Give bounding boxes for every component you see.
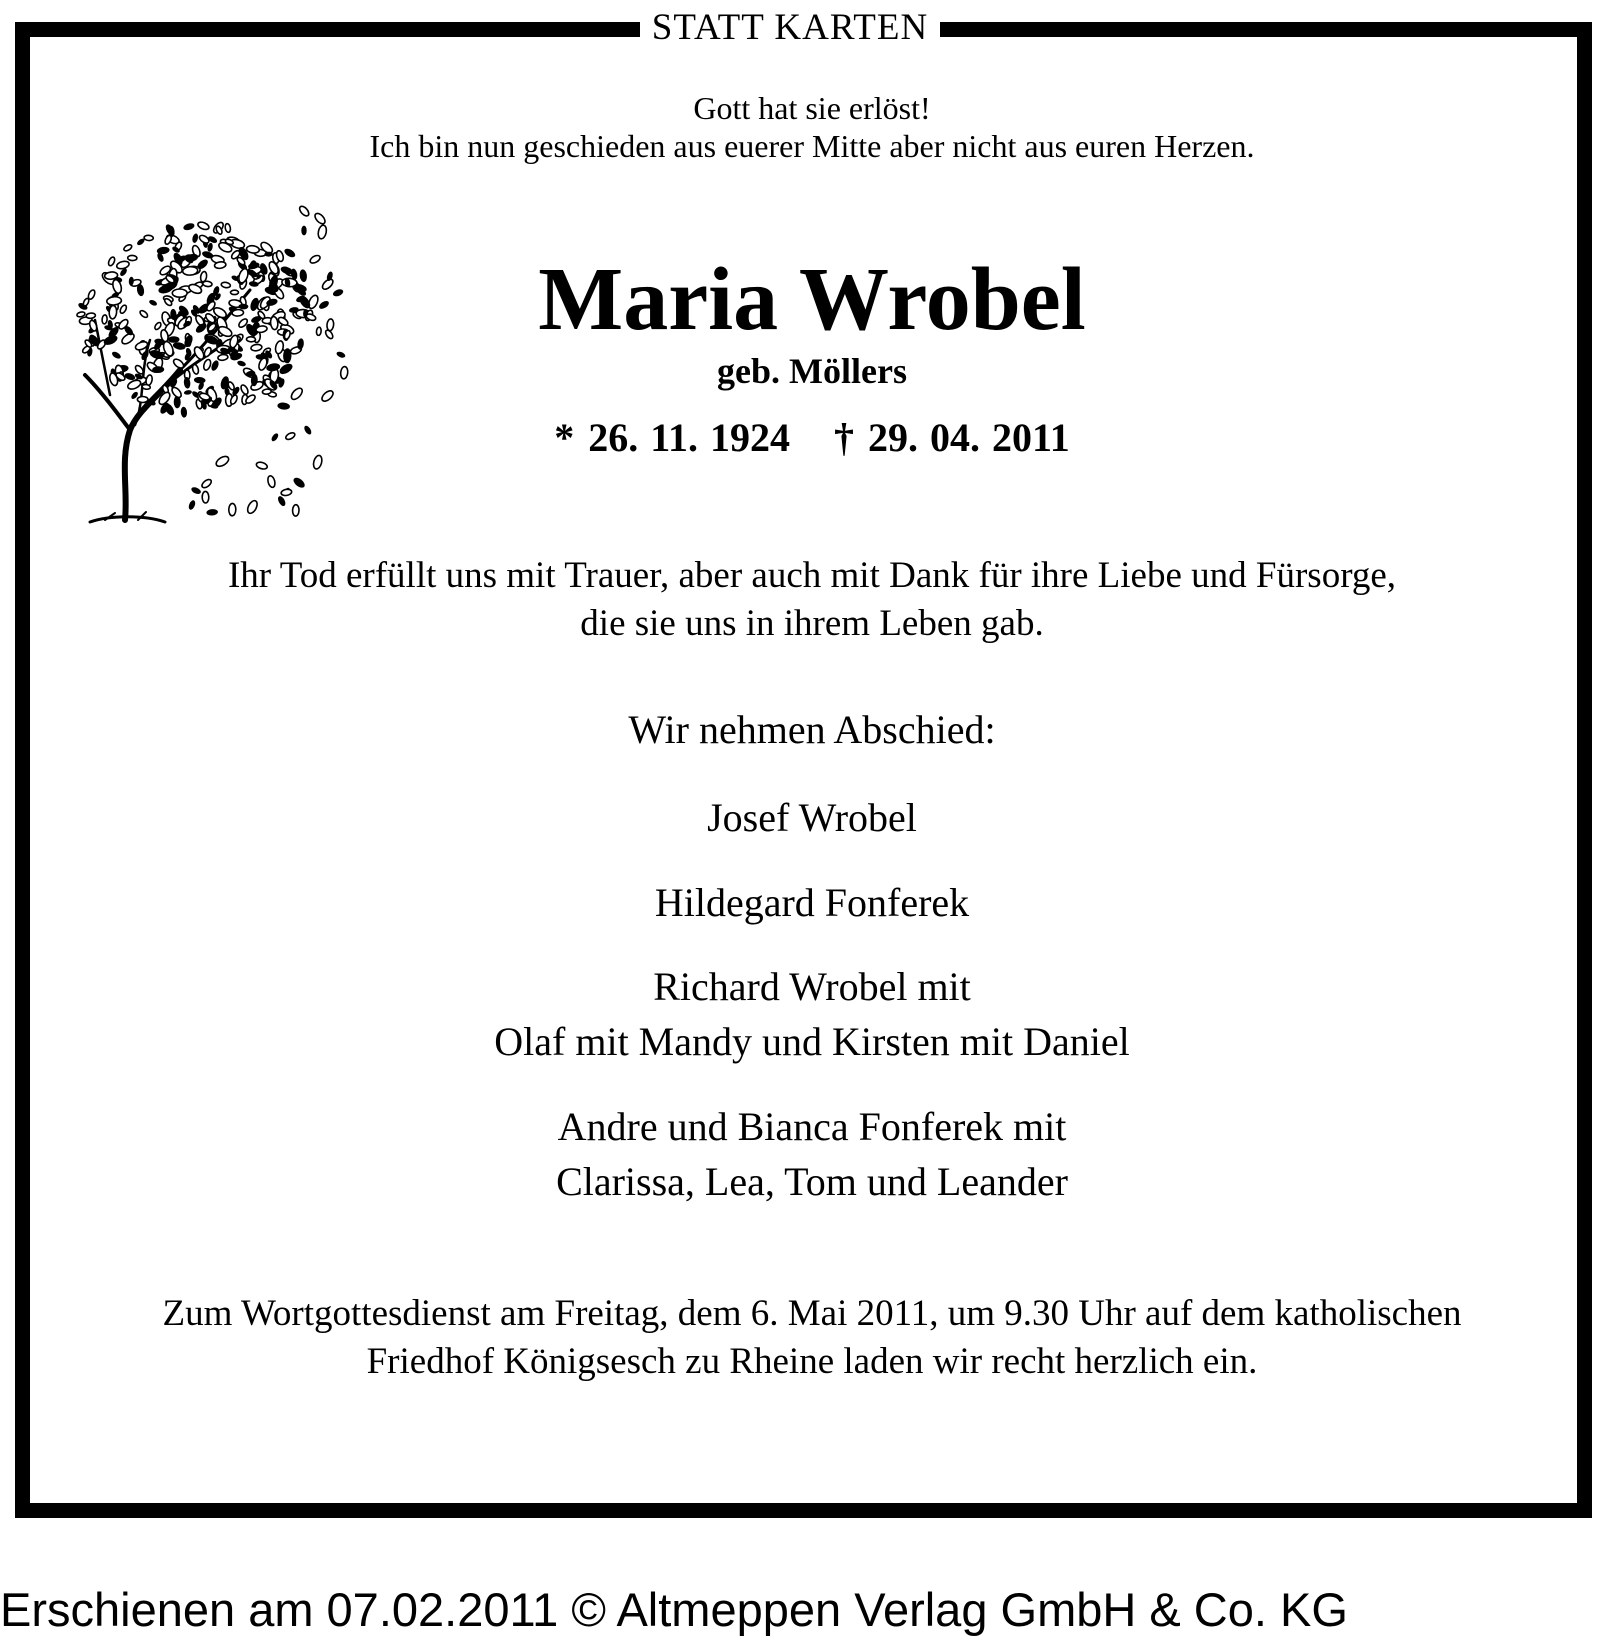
mourner-entry (0, 959, 1624, 1069)
deceased-name: Maria Wrobel (538, 250, 1086, 349)
birth-star-icon: * (554, 415, 575, 460)
service-line-1: Zum Wortgottesdienst am Freitag, dem 6. Mai 2011, um 9.30 Uhr auf dem katholischen (162, 1293, 1462, 1334)
farewell-heading: Wir nehmen Abschied: (628, 707, 996, 752)
service-announcement (0, 1290, 1624, 1386)
mourner-line: Richard Wrobel mit (653, 964, 971, 1009)
publication-footer: Erschienen am 07.02.2011 © Altmeppen Verlag GmbH & Co. KG (0, 1583, 1348, 1636)
message-line-1: Ihr Tod erfüllt uns mit Trauer, aber auch mit Dank für ihre Liebe und Fürsorge, (227, 555, 1397, 596)
mourner-line: Olaf mit Mandy und Kirsten mit Daniel (494, 1019, 1130, 1064)
mourning-message (0, 552, 1624, 648)
mourner-entry (0, 1099, 1624, 1209)
death-date: 29. 04. 2011 (868, 415, 1070, 460)
service-line-2: Friedhof Königsesch zu Rheine laden wir recht herzlich ein. (366, 1341, 1258, 1382)
mourner-line: Clarissa, Lea, Tom und Leander (556, 1159, 1068, 1204)
birth-date: 26. 11. 1924 (588, 415, 790, 460)
opening-quote (0, 89, 1624, 165)
quote-line-1: Gott hat sie erlöst! (693, 90, 931, 126)
message-line-2: die sie uns in ihrem Leben gab. (580, 603, 1044, 644)
quote-line-2: Ich bin nun geschieden aus euerer Mitte aber nicht aus euren Herzen. (369, 128, 1255, 164)
death-cross-icon: † (834, 415, 854, 460)
mourner-entry (0, 875, 1624, 930)
mourner-line: Josef Wrobel (707, 795, 917, 840)
mourner-line: Andre und Bianca Fonferek mit (557, 1104, 1067, 1149)
maiden-name: geb. Möllers (717, 351, 907, 391)
life-dates (0, 413, 1624, 463)
statt-karten-label: STATT KARTEN (640, 4, 940, 52)
mourner-line: Hildegard Fonferek (654, 880, 970, 925)
mourner-entry (0, 790, 1624, 845)
